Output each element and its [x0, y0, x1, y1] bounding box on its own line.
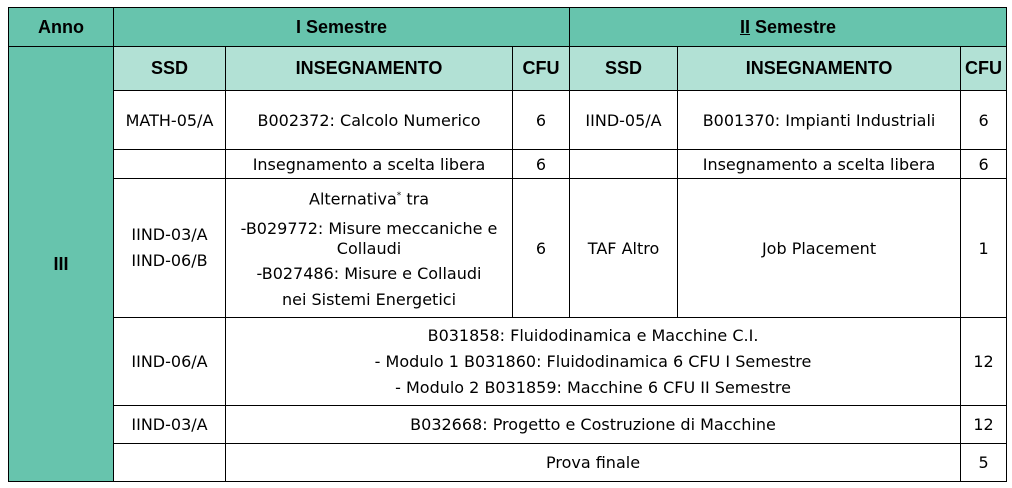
ssd-cell [114, 179, 226, 318]
cfu-cell: 6 [961, 150, 1007, 179]
cfu-cell: 12 [961, 406, 1007, 444]
course-cell-wide [226, 318, 961, 406]
course-cell-alternatives [226, 179, 513, 318]
subheader-row [9, 47, 1007, 91]
cfu-cell: 5 [961, 444, 1007, 482]
alternative-heading [230, 183, 508, 212]
study-plan-table [8, 7, 1007, 482]
table-row [9, 150, 1007, 179]
option-line: -B027486: Misure e Collaudi [256, 263, 482, 283]
ssd-header-1: SSD [114, 47, 226, 91]
cfu-cell: 6 [961, 91, 1007, 150]
course-cell: Insegnamento a scelta libera [678, 150, 961, 179]
cfu-header-1: CFU [513, 47, 570, 91]
ssd-cell: TAF Altro [570, 179, 678, 318]
course-line: - Modulo 2 B031859: Macchine 6 CFU II Semestre [395, 377, 791, 397]
cfu-cell: 1 [961, 179, 1007, 318]
ssd-cell: IIND-05/A [570, 91, 678, 150]
table-row [9, 406, 1007, 444]
option-line: -B029772: Misure meccaniche e [240, 218, 498, 238]
table-row [9, 444, 1007, 482]
semester-2-roman: II [740, 16, 751, 37]
semester-2-header [570, 8, 1007, 47]
cfu-cell: 6 [513, 91, 570, 150]
semester-2-label: Semestre [750, 16, 837, 37]
insegnamento-header-1: INSEGNAMENTO [226, 47, 513, 91]
ssd-line: IIND-03/A [131, 225, 208, 244]
course-line: B031858: Fluidodinamica e Macchine C.I. [427, 325, 759, 345]
course-cell-wide: B032668: Progetto e Costruzione di Macchine [226, 406, 961, 444]
course-cell: B001370: Impianti Industriali [678, 91, 961, 150]
cfu-cell: 6 [513, 150, 570, 179]
ssd-cell-empty [114, 150, 226, 179]
anno-header: Anno [9, 8, 114, 47]
ssd-cell-empty [570, 150, 678, 179]
alternative-word: Alternativa [309, 189, 397, 209]
option-line: Collaudi [336, 238, 402, 258]
course-cell-wide: Prova finale [226, 444, 961, 482]
course-line: - Modulo 1 B031860: Fluidodinamica 6 CFU I Semestre [374, 351, 812, 371]
option-line: nei Sistemi Energetici [281, 289, 457, 309]
table-row [9, 91, 1007, 150]
course-cell: B002372: Calcolo Numerico [226, 91, 513, 150]
header-row [9, 8, 1007, 47]
table-row [9, 318, 1007, 406]
cfu-header-2: CFU [961, 47, 1007, 91]
ssd-line: IIND-06/B [131, 251, 208, 270]
ssd-header-2: SSD [570, 47, 678, 91]
insegnamento-header-2: INSEGNAMENTO [678, 47, 961, 91]
table-row [9, 179, 1007, 318]
cfu-cell: 12 [961, 318, 1007, 406]
anno-value: III [9, 47, 114, 482]
alternative-tra: tra [401, 189, 429, 209]
ssd-cell-empty [114, 444, 226, 482]
semester-1-header: I Semestre [114, 8, 570, 47]
ssd-cell: IIND-06/A [114, 318, 226, 406]
footnote-mark: * [396, 191, 402, 202]
ssd-cell: IIND-03/A [114, 406, 226, 444]
course-cell: Insegnamento a scelta libera [226, 150, 513, 179]
ssd-cell: MATH-05/A [114, 91, 226, 150]
cfu-cell: 6 [513, 179, 570, 318]
course-cell: Job Placement [678, 179, 961, 318]
